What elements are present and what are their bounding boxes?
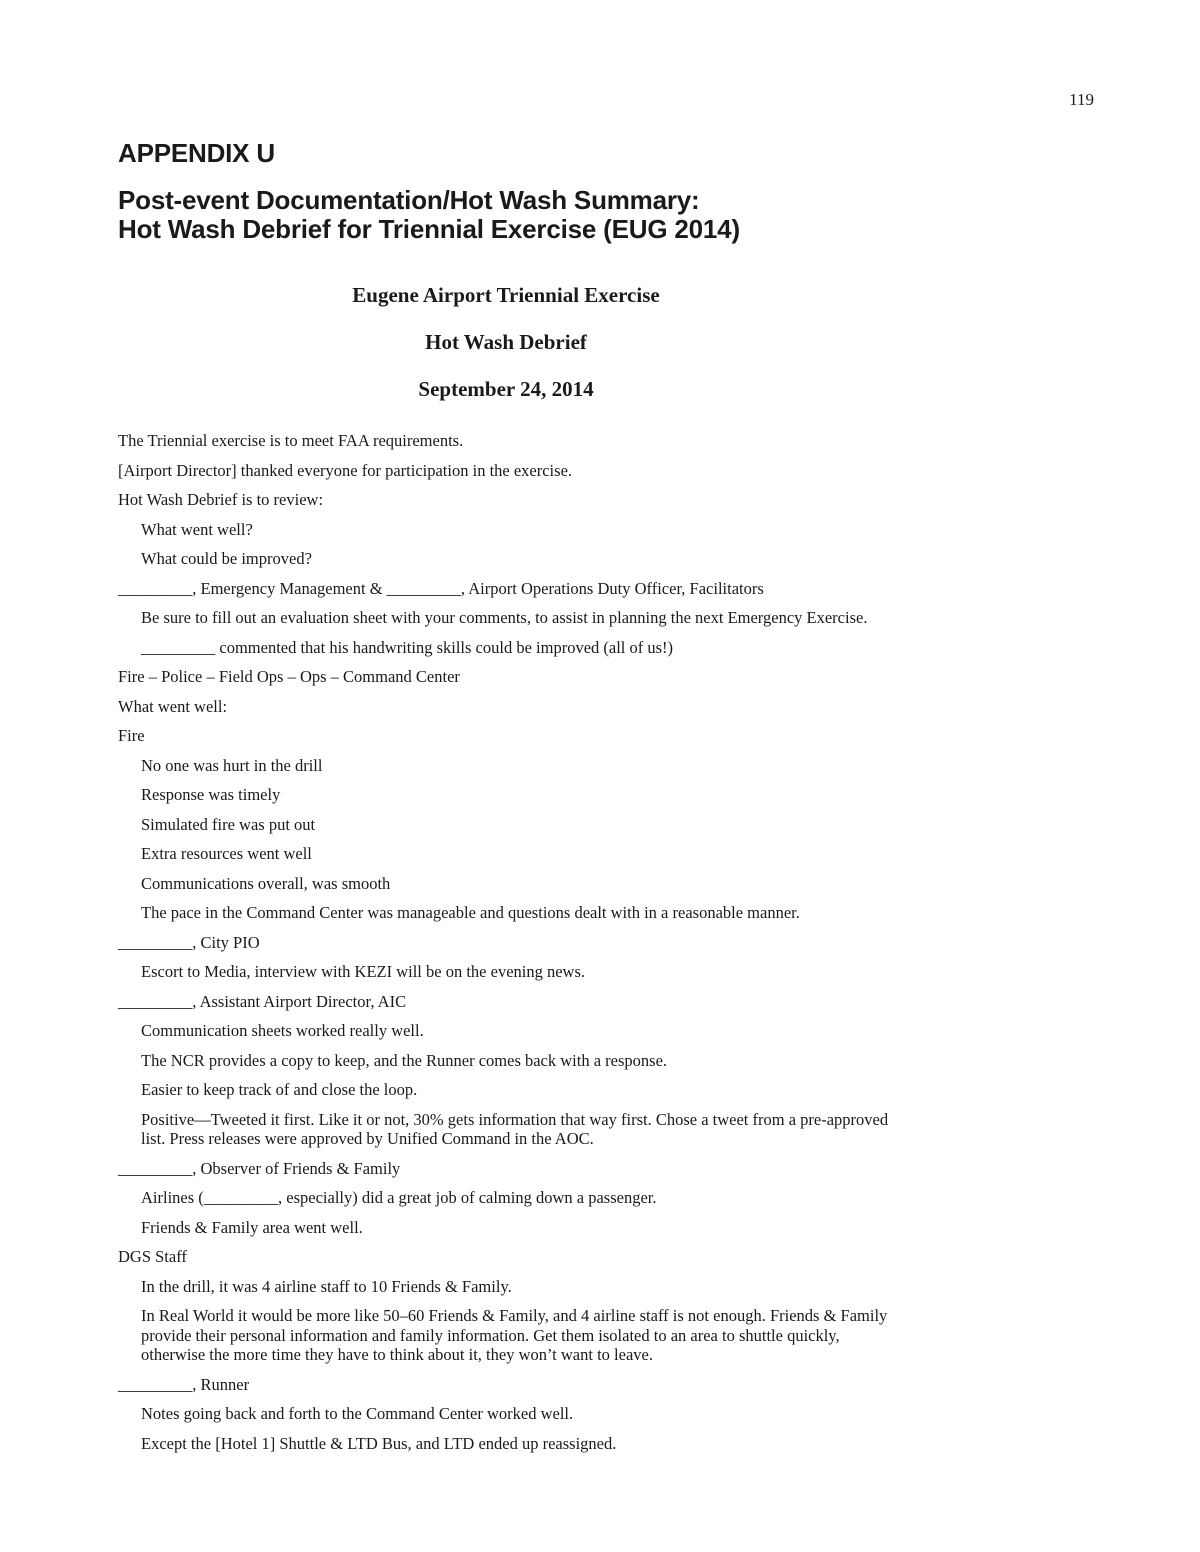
note-subitem: Airlines (_________, especially) did a great job of calming down a passenger. — [141, 1188, 657, 1207]
note-item: The Triennial exercise is to meet FAA requirements. — [118, 431, 464, 450]
appendix-title-line: Hot Wash Debrief for Triennial Exercise (EUG 2014) — [118, 214, 740, 244]
note-subitem: Extra resources went well — [141, 844, 312, 863]
note-subitem: Escort to Media, interview with KEZI will be on the evening news. — [141, 962, 586, 981]
note-subitem: The NCR provides a copy to keep, and the Runner comes back with a response. — [141, 1050, 668, 1070]
document-heading-subtitle: Hot Wash Debrief — [425, 330, 587, 354]
note-subitem: Notes going back and forth to the Command Center worked well. — [141, 1404, 574, 1423]
document-heading-date: September 24, 2014 — [418, 377, 594, 401]
note-subitem: In the drill, it was 4 airline staff to 10 Friends & Family. — [141, 1276, 512, 1296]
note-subitem: Be sure to fill out an evaluation sheet with your comments, to assist in planning the next Emergency Exercise. — [141, 608, 868, 627]
page-number: 119 — [1069, 90, 1094, 109]
appendix-label: APPENDIX U — [118, 138, 275, 168]
note-subitem: Except the [Hotel 1] Shuttle & LTD Bus, and LTD ended up reassigned. — [141, 1433, 617, 1453]
note-item: [Airport Director] thanked everyone for participation in the exercise. — [118, 460, 573, 480]
note-subitem: In Real World it would be more like 50–60 Friends & Family, and 4 airline staff is not enough. Friends & Family provide their personal information and family information. Get them isolated to an area to shuttle quickly, otherwise the more time they have to think about it, they won’t want to leave. — [141, 1306, 888, 1364]
note-subitem: Positive—Tweeted it first. Like it or not, 30% gets information that way first. Chose a tweet from a pre-approved list. Press releases were approved by Unified Command in the AOC. — [141, 1109, 889, 1148]
note-subitem: Friends & Family area went well. — [141, 1217, 363, 1237]
note-subitem: No one was hurt in the drill — [141, 755, 323, 775]
note-subitem: Easier to keep track of and close the loop. — [141, 1080, 418, 1099]
note-subitem: Simulated fire was put out — [141, 814, 316, 834]
note-subitem: _________ commented that his handwriting skills could be improved (all of us!) — [141, 637, 674, 657]
appendix-title — [118, 186, 740, 244]
note-subitem: Communication sheets worked really well. — [141, 1021, 424, 1040]
note-item: DGS Staff — [118, 1247, 187, 1266]
note-subitem: Communications overall, was smooth — [141, 873, 391, 893]
appendix-title-line: Post-event Documentation/Hot Wash Summary: — [118, 185, 700, 215]
note-item: Fire – Police – Field Ops – Ops – Command Center — [118, 667, 460, 686]
note-subitem: Response was timely — [141, 785, 281, 804]
note-item: _________, Emergency Management & _________, Airport Operations Duty Officer, Facilitators — [118, 578, 764, 598]
note-item: _________, Runner — [118, 1374, 250, 1394]
note-item: _________, Assistant Airport Director, AIC — [118, 991, 407, 1011]
note-item: _________, City PIO — [118, 932, 260, 952]
note-item: What went well: — [118, 696, 228, 716]
note-subitem: What could be improved? — [141, 549, 312, 568]
debrief-notes — [118, 431, 898, 1463]
note-item: Hot Wash Debrief is to review: — [118, 490, 324, 509]
note-item: Fire — [118, 726, 145, 745]
document-heading-title: Eugene Airport Triennial Exercise — [352, 283, 660, 307]
note-subitem: The pace in the Command Center was manageable and questions dealt with in a reasonable manner. — [141, 903, 800, 922]
note-item: _________, Observer of Friends & Family — [118, 1158, 401, 1178]
note-subitem: What went well? — [141, 519, 253, 539]
